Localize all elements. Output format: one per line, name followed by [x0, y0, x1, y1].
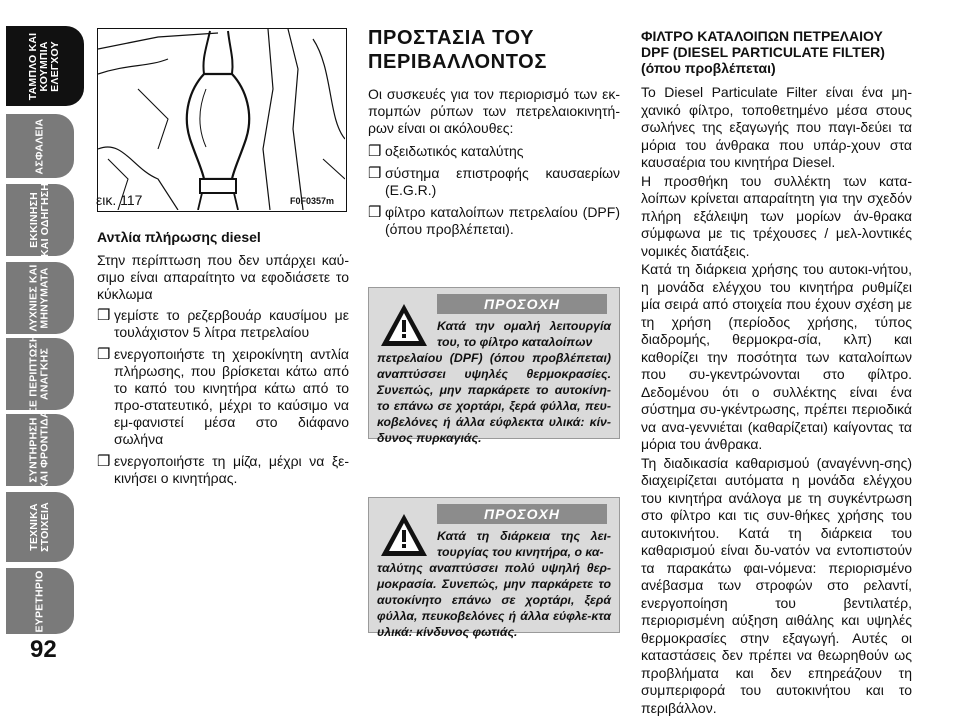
list-item-text: σύστημα επιστροφής καυσαερίων (E.G.R.) — [385, 165, 620, 198]
tab-label: ΣΕ ΠΕΡΙΠΤΩΣΗ ΑΝΑΓΚΗΣ — [28, 334, 51, 414]
tab-safety[interactable] — [6, 114, 74, 178]
list-item-text: γεμίστε το ρεζερβουάρ καυσίμου με τουλάχιστον 5 λίτρα πετρελαίου — [114, 307, 349, 340]
tab-dashboard-controls[interactable] — [6, 26, 84, 106]
figure-caption: εικ. 117 — [96, 192, 143, 208]
device-list — [368, 143, 620, 238]
column-diesel-pump — [97, 229, 349, 492]
tab-label: ΣΥΝΤΗΡΗΣΗ ΚΑΙ ΦΡΟΝΤΙΔΑ — [28, 410, 52, 490]
fuel-pump-illustration — [98, 29, 345, 210]
warning-label: ΠΡΟΣΟΧΗ — [437, 504, 607, 524]
checkbox-bullet-icon: ❒ — [97, 307, 111, 324]
paragraph: Οι συσκευές για τον περιορισμό των εκ-πομπών ρύπων των πετρελαιοκινητή-ρων είναι οι ακόλουθες: — [368, 86, 620, 136]
list-item — [368, 165, 620, 199]
section-heading: Αντλία πλήρωσης diesel — [97, 229, 261, 245]
checkbox-bullet-icon: ❒ — [97, 346, 111, 363]
tab-label: ΤΑΜΠΛΟ ΚΑΙ ΚΟΥΜΠΙΑ ΕΛΕΓΧΟΥ — [27, 32, 62, 100]
list-item-text: ενεργοποιήστε τη μίζα, μέχρι να ξε-κινήσει ο κινητήρας. — [114, 453, 349, 486]
warning-text-rest: πετρελαίου (DPF) (όπου προβλέπεται) αναπτύσσει υψηλές θερμοκρασίες. Συνεπώς, μην παρκάρετε το αυτοκίνη-το επάνω σε χορτάρι, ξερά φύλλα, πευ-κοβελόνες ή άλλα εύφλεκτα υλικά: κίν-δυνος πυρκαγιάς. — [377, 351, 611, 445]
warning-text — [377, 528, 611, 640]
checkbox-bullet-icon: ❒ — [368, 165, 382, 182]
title-line: ΠΕΡΙΒΑΛΛΟΝΤΟΣ — [368, 51, 547, 73]
checkbox-bullet-icon: ❒ — [97, 453, 111, 470]
paragraph: Η προσθήκη του συλλέκτη των κατα-λοίπων κρίνεται απαραίτητη για την σχεδόν πλήρη εξάλειψη των μορίων άν-θρακα σύμφωνα με τις τρέχουσες / μελ-λοντικές νομικές διατάξεις. — [641, 172, 912, 259]
tab-warning-lights[interactable] — [6, 262, 74, 334]
list-item — [368, 204, 620, 238]
list-item — [97, 453, 349, 487]
list-item-text: ενεργοποιήστε τη χειροκίνητη αντλία πλήρωσης, που βρίσκεται κάτω από το καπό του κινητήρα κάτω από το προ-στατευτικό, μέχρι το καύσιμο να εμ-φανιστεί μέσα στο διάφανο σωλήνα — [114, 346, 349, 447]
tab-label: ΛΥΧΝΙΕΣ ΚΑΙ ΜΗΝΥΜΑΤΑ — [28, 264, 51, 332]
list-item-text: οξειδωτικός καταλύτης — [385, 143, 524, 159]
checkbox-bullet-icon: ❒ — [368, 143, 382, 160]
list-item — [368, 143, 620, 160]
warning-text-lead: Κατά την ομαλή λειτουργία του, το φίλτρο καταλοίπων — [437, 319, 611, 349]
tab-starting-driving[interactable] — [6, 184, 74, 256]
tab-label: ΤΕΧΝΙΚΑ ΣΤΟΙΧΕΙΑ — [28, 502, 51, 552]
fuel-pump-figure — [97, 28, 347, 212]
list-item — [97, 346, 349, 448]
tab-emergency[interactable] — [6, 334, 74, 414]
paragraph: Κατά τη διάρκεια χρήσης του αυτοκι-νήτου, η μονάδα ελέγχου του κινητήρα ρυθμίζει μία σειρά από στοιχεία που έχουν σχέση με τη χρήση (περίοδος χρήσης, τύπος διαδρομής, θερμοκρα-σία, κλπ) και καθορίζει την ποσότητα των καταλοίπων που συ-γκεντρώνονται στο φίλτρο. Δεδομένου ότι ο συλλέκτης είναι ένα σύστημα συ-γκέντρωσης, πρέπει περιοδικά να ανα-γεννιέται (καθαρίζεται) καίγοντας τα μόρια του άνθρακα. — [641, 261, 912, 452]
warning-text-rest: ταλύτης αναπτύσσει πολύ υψηλή θερ-μοκρασία. Συνεπώς, μην παρκάρετε το αυτοκίνητο επάνω σε χορτάρι, ξερά φύλλα, πευκοβελόνες ή άλλα εύφλε-κτα υλικά: κίνδυνος φωτιάς. — [377, 561, 611, 639]
warning-box-dpf — [368, 287, 620, 445]
warning-text — [377, 318, 611, 446]
figure-code: F0F0357m — [290, 196, 335, 206]
column-dpf — [641, 28, 912, 718]
tab-label: ΕΚΚΙΝΗΣΗ ΚΑΙ ΟΔΗΓΗΣΗ — [28, 183, 51, 257]
tab-index[interactable] — [6, 568, 74, 634]
column-environment — [368, 26, 620, 243]
tab-technical-data[interactable] — [6, 492, 74, 562]
list-item — [97, 307, 349, 341]
paragraph: Τη διαδικασία καθαρισμού (αναγέννη-σης) διαχειρίζεται αυτόματα η μονάδα ελέγχου του κινητήρα ανάλογα με τη συγκέντρωση στο φίλτρο και τις συν-θήκες χρήσης του αυτοκινήτου. Κατά τη διάρκεια του καθαρισμού είναι δυ-νατόν να εντοπιστούν τα παρακάτω φαι-νόμενα: περιορισμένο ανέβασμα των στροφών στο ρελαντί, ενεργοποίηση του βεντιλατέρ, περιορισμένη αύξηση αιθάλης και υψηλές θερμοκρασίες στην εξαγωγή. Αυτές οι καταστάσεις δεν πρέπει να θεωρηθούν ως προβλήματα και δεν επηρεάζουν τη συμπεριφορά του αυτοκινήτου και το περιβάλλον. — [641, 454, 912, 716]
section-sidebar — [0, 0, 88, 677]
warning-box-catalyst — [368, 497, 620, 639]
tab-label: ΕΥΡΕΤΗΡΙΟ — [33, 570, 46, 632]
paragraph: Στην περίπτωση που δεν υπάρχει καύ-σιμο είναι απαραίτητο να εφοδιάσετε το κύκλωμα — [97, 252, 349, 302]
list-item-text: φίλτρο καταλοίπων πετρελαίου (DPF) (όπου προβλέπεται). — [385, 204, 620, 237]
warning-label: ΠΡΟΣΟΧΗ — [437, 294, 607, 314]
tab-maintenance[interactable] — [6, 410, 74, 490]
page-number: 92 — [30, 636, 57, 663]
section-heading: ΦΙΛΤΡΟ ΚΑΤΑΛΟΙΠΩΝ ΠΕΤΡΕΛΑΙΟΥ DPF (DIESEL PARTICULATE FILTER) (όπου προβλέπεται) — [641, 28, 885, 76]
page-title — [368, 26, 620, 74]
warning-text-lead: Κατά τη διάρκεια της λει-τουργίας του κινητήρα, ο κα- — [437, 529, 611, 559]
checkbox-bullet-icon: ❒ — [368, 204, 382, 221]
paragraph: Το Diesel Particulate Filter είναι ένα μη-χανικό φίλτρο, τοποθετημένο μέσα στους σωλήνες της εξαγωγής που παγι-δεύει τα μόρια του άνθρακα που υπάρ-χουν στα καυσαέρια του κινητήρα Diesel. — [641, 84, 912, 170]
tab-label: ΑΣΦΑΛΕΙΑ — [33, 118, 46, 174]
title-line: ΠΡΟΣΤΑΣΙΑ ΤΟΥ — [368, 27, 535, 49]
instruction-list — [97, 307, 349, 487]
